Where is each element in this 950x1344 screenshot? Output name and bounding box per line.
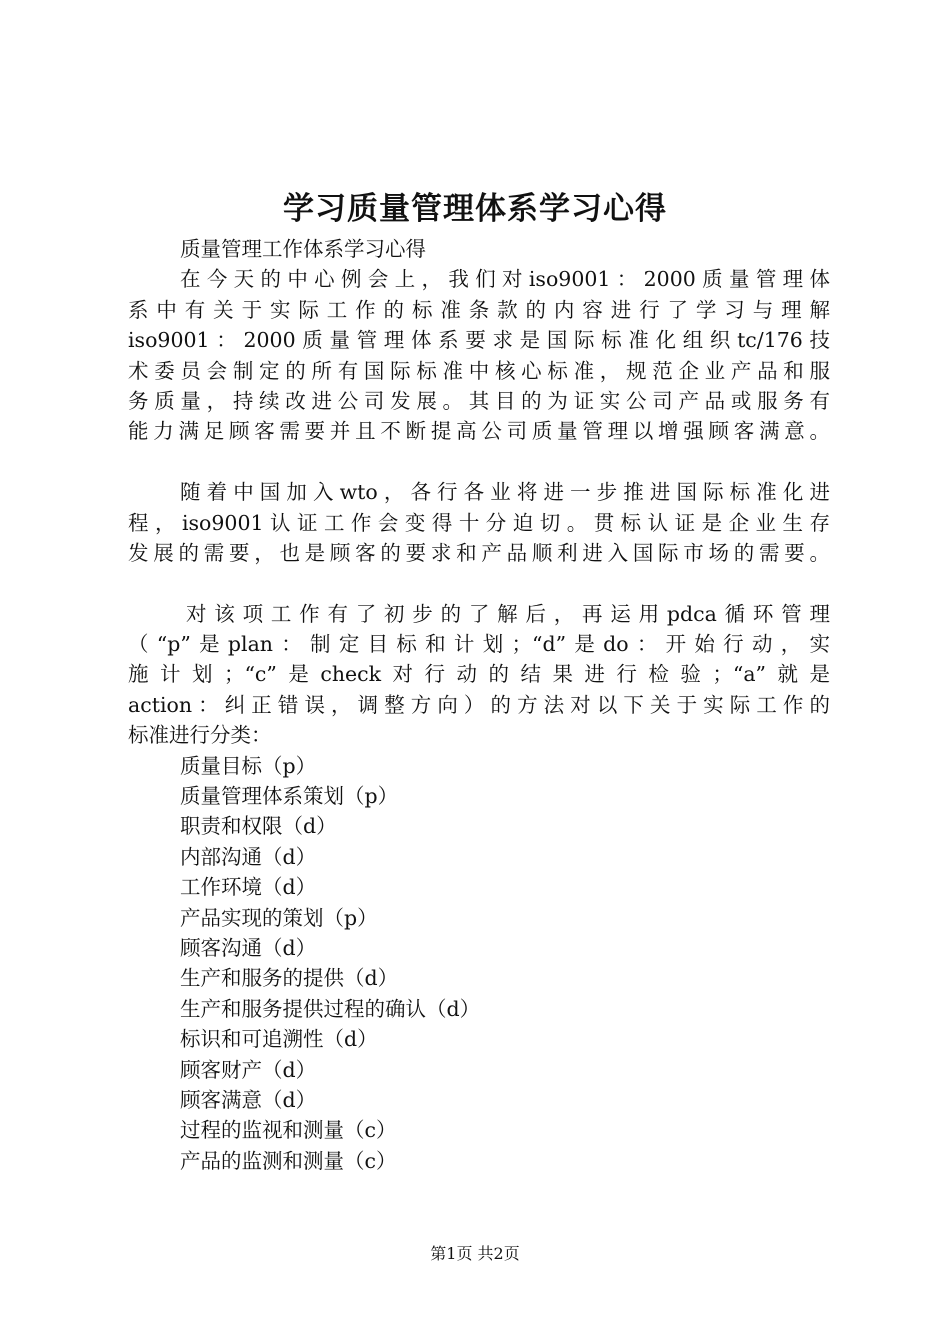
- list-item: 顾客满意（d）: [180, 1087, 317, 1112]
- subtitle-line: 质量管理工作体系学习心得: [180, 237, 426, 261]
- list-item: 生产和服务提供过程的确认（d）: [180, 996, 481, 1021]
- list-item: 顾客财产（d）: [180, 1057, 317, 1082]
- list-item: 质量目标（p）: [180, 753, 317, 778]
- page-title: 学习质量管理体系学习心得: [283, 191, 667, 227]
- list-item: 产品实现的策划（p）: [180, 905, 378, 930]
- paragraph-1-line-4: 术委员会制定的所有国际标准中核心标准，规范企业产品和服: [128, 358, 830, 383]
- paragraph-2-line-1: 随着中国加入wto，各行各业将进一步推进国际标准化进: [180, 480, 830, 505]
- paragraph-3-line-2: （“p”是plan：制定目标和计划；“d”是do：开始行动，实: [128, 632, 830, 657]
- list-item: 质量管理体系策划（p）: [180, 784, 399, 809]
- list-item: 内部沟通（d）: [180, 844, 317, 869]
- paragraph-3-line-4: action：纠正错误，调整方向）的方法对以下关于实际工作的: [128, 692, 830, 717]
- paragraph-3-line-3: 施计划；“c”是check对行动的结果进行检验；“a”就是: [128, 662, 830, 687]
- paragraph-1-line-5: 务质量，持续改进公司发展。其目的为证实公司产品或服务有: [128, 388, 830, 413]
- paragraph-spacer: [128, 568, 830, 598]
- paragraph-1-line-1: 在今天的中心例会上，我们对iso9001：2000质量管理体: [180, 267, 830, 292]
- paragraph-1-line-6: 能力满足顾客需要并且不断提高公司质量管理以增强顾客满意。: [128, 419, 830, 444]
- list-item: 职责和权限（d）: [180, 814, 337, 839]
- paragraph-2-line-3: 发展的需要，也是顾客的要求和产品顺利进入国际市场的需要。: [128, 540, 830, 565]
- paragraph-spacer: [128, 447, 830, 477]
- list-item: 产品的监测和测量（c）: [180, 1148, 397, 1173]
- list-item: 过程的监视和测量（c）: [180, 1118, 397, 1143]
- list-item: 生产和服务的提供（d）: [180, 966, 399, 991]
- standard-classification-list: [128, 751, 830, 1176]
- list-item: 工作环境（d）: [180, 875, 317, 900]
- list-item: 标识和可追溯性（d）: [180, 1027, 378, 1052]
- paragraph-1-line-2: 系中有关于实际工作的标准条款的内容进行了学习与理解: [128, 297, 830, 322]
- paragraph-2-line-2: 程，iso9001认证工作会变得十分迫切。贯标认证是企业生存: [128, 510, 830, 535]
- paragraph-1-line-3: iso9001：2000质量管理体系要求是国际标准化组织tc/176技: [128, 328, 830, 353]
- paragraph-3-line-1: 对该项工作有了初步的了解后，再运用pdca循环管理: [186, 601, 830, 626]
- paragraph-3-line-5: 标准进行分类：: [128, 723, 272, 748]
- list-item: 顾客沟通（d）: [180, 935, 317, 960]
- page-number-footer: 第1页 共2页: [430, 1244, 520, 1263]
- document-body: [128, 234, 830, 1176]
